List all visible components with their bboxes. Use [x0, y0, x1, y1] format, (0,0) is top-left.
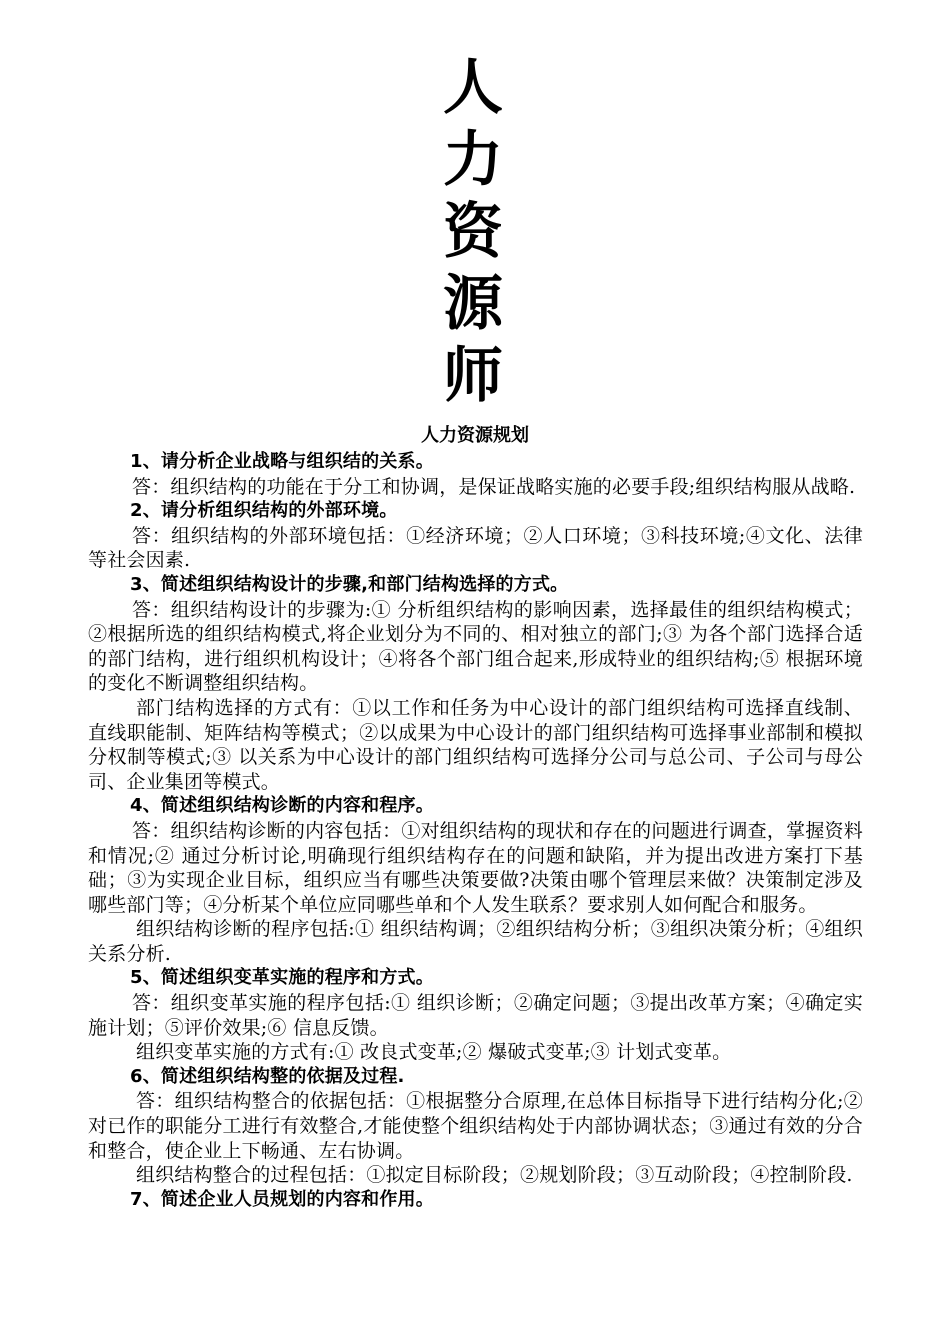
question-heading: 6、简述组织结构整的依据及过程. — [130, 1065, 405, 1087]
title-char: 师 — [443, 341, 503, 411]
question-heading: 3、简述组织结构设计的步骤,和部门结构选择的方式。 — [130, 573, 569, 595]
answer-paragraph: 答：组织结构诊断的内容包括：①对组织结构的现状和存在的问题进行调查，掌握资料和情况;② 通过分析讨论,明确现行组织结构存在的问题和缺陷，并为提出改进方案打下基础；③为实现企业目标，组织应当有哪些决策要做?决策由哪个管理层来做？决策制定涉及哪些部门等；④分析某个单位应同哪些单和个人发生联系？要求别人如何配合和服务。 — [88, 819, 863, 916]
answer-paragraph: 组织变革实施的方式有:① 改良式变革;② 爆破式变革;③ 计划式变革。 — [136, 1041, 732, 1064]
question-heading: 7、简述企业人员规划的内容和作用。 — [130, 1188, 434, 1210]
question-heading: 1、请分析企业战略与组织结的关系。 — [130, 451, 434, 472]
answer-paragraph: 组织结构诊断的程序包括:① 组织结构调；②组织结构分析；③组织决策分析；④组织关系分析. — [88, 918, 863, 965]
answer-paragraph: 答：组织结构的功能在于分工和协调，是保证战略实施的必要手段;组织结构服从战略. — [132, 475, 856, 498]
answer-paragraph: 部门结构选择的方式有：①以工作和任务为中心设计的部门组织结构可选择直线制、直线职能制、矩阵结构等模式；②以成果为中心设计的部门组织结构可选择事业部制和模拟分权制等模式;③ 以关系为中心设计的部门组织结构可选择分公司与总公司、子公司与母公司、企业集团等模式。 — [88, 696, 863, 793]
answer-paragraph: 组织结构整合的过程包括：①拟定目标阶段；②规划阶段；③互动阶段；④控制阶段. — [136, 1164, 853, 1187]
answer-paragraph: 答：组织变革实施的程序包括:① 组织诊断；②确定问题；③提出改革方案；④确定实施计划；⑤评价效果;⑥ 信息反馈。 — [88, 992, 863, 1039]
question-heading: 2、请分析组织结构的外部环境。 — [130, 500, 398, 522]
question-heading: 5、简述组织变革实施的程序和方式。 — [130, 967, 434, 989]
answer-paragraph: 答：组织结构整合的依据包括：①根据整分合原理,在总体目标指导下进行结构分化;② 对已作的职能分工进行有效整合,才能使整个组织结构处于内部协调状态；③通过有效的分合和整合，使企业上下畅通、左右协调。 — [88, 1090, 863, 1162]
answer-paragraph: 答：组织结构的外部环境包括：①经济环境；②人口环境；③科技环境;④文化、法律等社会因素. — [88, 524, 863, 572]
question-heading: 4、简述组织结构诊断的内容和程序。 — [130, 795, 434, 817]
answer-paragraph: 答：组织结构设计的步骤为:① 分析组织结构的影响因素，选择最佳的组织结构模式；②根据所选的组织结构模式,将企业划分为不同的、相对独立的部门;③ 为各个部门选择合适的部门结构，进行组织机构设计；④将各个部门组合起来,形成特业的组织结构;⑤ 根据环境的变化不断调整组织结构。 — [88, 598, 863, 695]
title-char: 资 — [443, 197, 503, 267]
vertical-title — [430, 52, 516, 412]
title-char: 源 — [443, 269, 503, 339]
title-char: 人 — [443, 53, 503, 123]
document-body — [88, 450, 863, 1212]
title-char: 力 — [443, 125, 503, 195]
section-title: 人力资源规划 — [421, 425, 529, 446]
